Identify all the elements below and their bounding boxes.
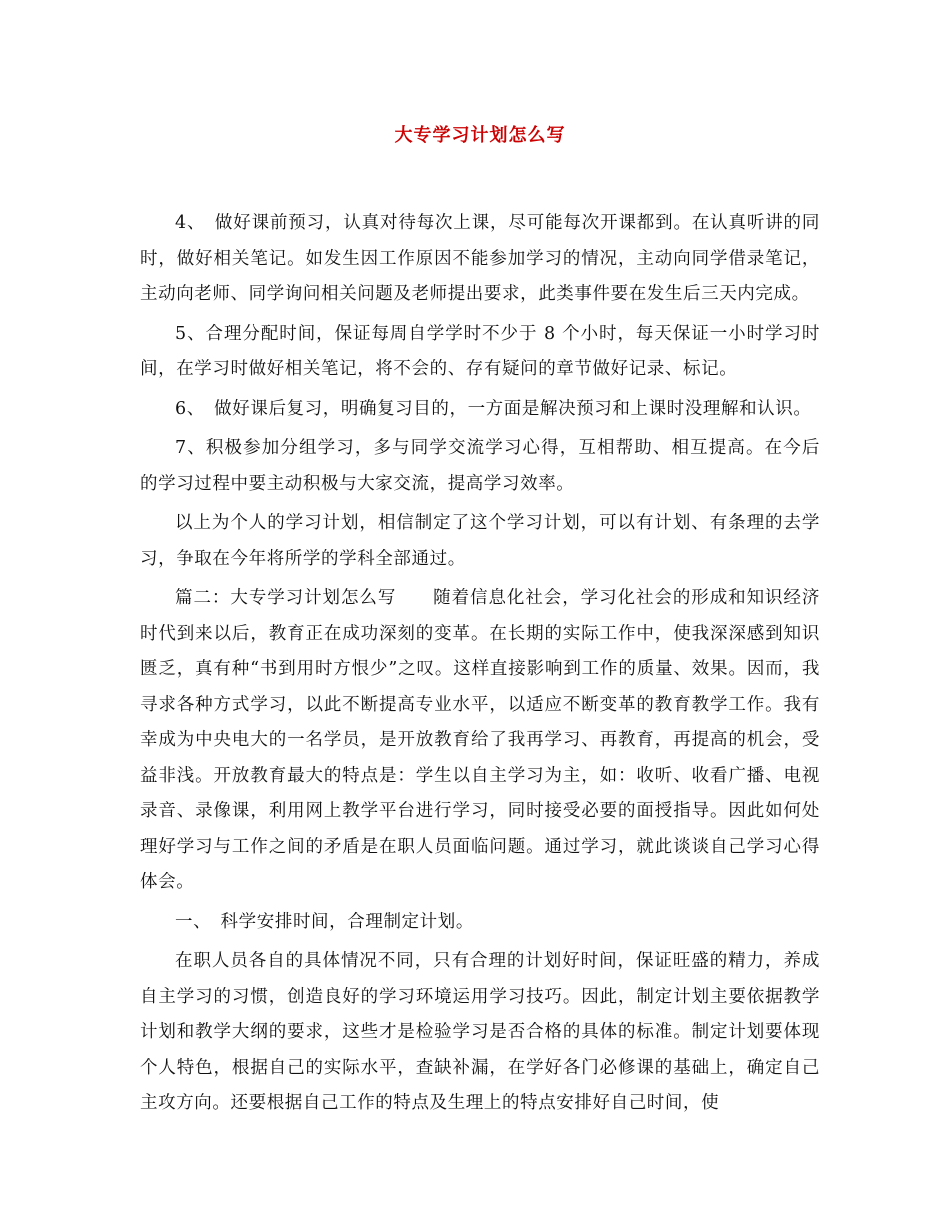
paragraph-item-7: 7、积极参加分组学习，多与同学交流学习心得，互相帮助、相互提高。在今后的学习过程中要主动积极与大家交流，提高学习效率。 bbox=[140, 438, 820, 494]
paragraph-item-6: 6、 做好课后复习，明确复习目的，一方面是解决预习和上课时没理解和认识。 bbox=[175, 398, 812, 419]
section-heading-one: 一、 科学安排时间，合理制定计划。 bbox=[175, 911, 474, 932]
paragraph-section-one: 在职人员各自的具体情况不同，只有合理的计划好时间，保证旺盛的精力，养成自主学习的习惯，创造良好的学习环境运用学习技巧。因此，制定计划主要依据教学计划和教学大纲的要求，这些才是检验学习是否合格的具体的标准。制定计划要体现个人特色，根据自己的实际水平，查缺补漏，在学好各门必修课的基础上，确定自己主攻方向。还要根据自己工作的特点及生理上的特点安排好自己时间，使 bbox=[140, 951, 820, 1113]
paragraph-item-4: 4、 做好课前预习，认真对待每次上课，尽可能每次开课都到。在认真听讲的同时，做好相关笔记。如发生因工作原因不能参加学习的情况，主动向同学借录笔记，主动向老师、同学询问相关问题及老师提出要求，此类事件要在发生后三天内完成。 bbox=[140, 213, 820, 304]
document-title: 大专学习计划怎么写 bbox=[394, 125, 566, 146]
paragraph-part-two-intro: 篇二：大专学习计划怎么写 随着信息化社会，学习化社会的形成和知识经济时代到来以后，教育正在成功深刻的变革。在长期的实际工作中，使我深深感到知识匮乏，真有种“书到用时方恨少”之叹。这样直接影响到工作的质量、效果。因而，我寻求各种方式学习，以此不断提高专业水平，以适应不断变革的教育教学工作。我有幸成为中央电大的一名学员，是开放教育给了我再学习、再教育，再提高的机会，受益非浅。开放教育最大的特点是：学生以自主学习为主，如：收听、收看广播、电视录音、录像课，利用网上教学平台进行学习，同时接受必要的面授指导。因此如何处理好学习与工作之间的矛盾是在职人员面临问题。通过学习，就此谈谈自己学习心得体会。 bbox=[140, 588, 820, 892]
paragraph-summary: 以上为个人的学习计划，相信制定了这个学习计划，可以有计划、有条理的去学习，争取在今年将所学的学科全部通过。 bbox=[140, 513, 820, 569]
document-body bbox=[140, 206, 820, 1122]
paragraph-item-5: 5、合理分配时间，保证每周自学学时不少于 8 个小时，每天保证一小时学习时间，在学习时做好相关笔记，将不会的、存有疑问的章节做好记录、标记。 bbox=[140, 323, 820, 379]
